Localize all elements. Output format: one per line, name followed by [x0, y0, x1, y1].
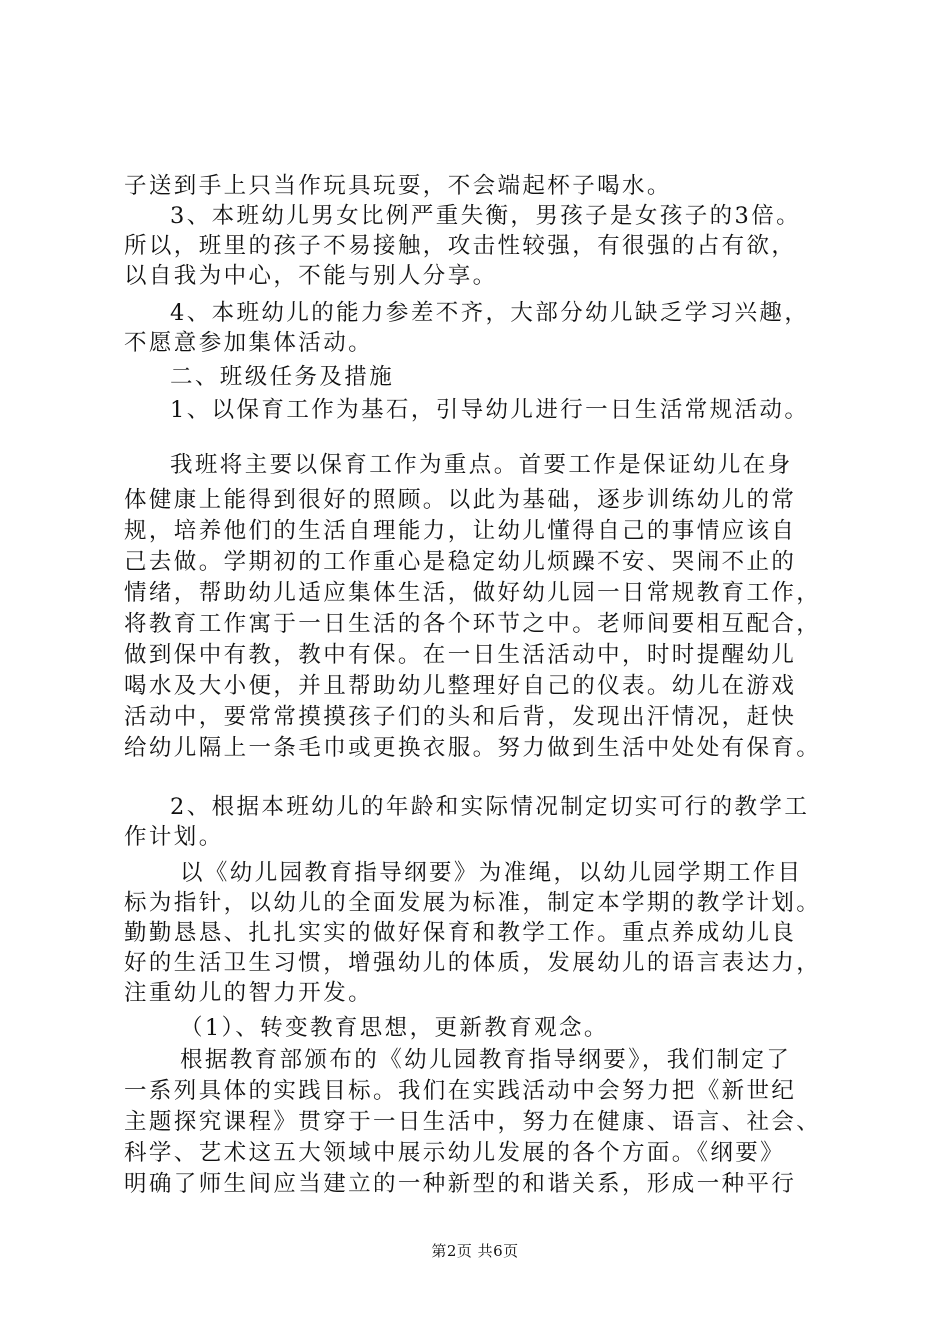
body-text-line: 规，培养他们的生活自理能力，让幼儿懂得自己的事情应该自 — [124, 518, 797, 544]
body-text-line: 标为指针，以幼儿的全面发展为标准，制定本学期的教学计划。 — [124, 890, 822, 916]
body-text-line: 根据教育部颁布的《幼儿园教育指导纲要》，我们制定了 — [180, 1047, 792, 1073]
body-text-line: 将教育工作寓于一日生活的各个环节之中。老师间要相互配合， — [124, 611, 822, 637]
body-text-line: 喝水及大小便，并且帮助幼儿整理好自己的仪表。幼儿在游戏 — [124, 673, 797, 699]
body-text-line: 主题探究课程》贯穿于一日生活中，努力在健康、语言、社会、 — [124, 1109, 822, 1135]
section-heading: 二、班级任务及措施 — [170, 364, 395, 390]
body-text-line: 科学、艺术这五大领域中展示幼儿发展的各个方面。《纲要》 — [124, 1140, 786, 1166]
subsection-heading: 1、以保育工作为基石，引导幼儿进行一日生活常规活动。 — [170, 397, 810, 423]
body-text-line: 活动中，要常常摸摸孩子们的头和后背，发现出汗情况，赶快 — [124, 704, 797, 730]
subsection-heading: 2、根据本班幼儿的年龄和实际情况制定切实可行的教学工 — [170, 794, 810, 820]
body-text-line: 勤勤恳恳、扎扎实实的做好保育和教学工作。重点养成幼儿良 — [124, 920, 797, 946]
body-text-line: 3、本班幼儿男女比例严重失衡，男孩子是女孩子的3倍。 — [170, 203, 802, 229]
body-text-line: 我班将主要以保育工作为重点。首要工作是保证幼儿在身 — [170, 452, 793, 478]
body-text-line: 以《幼儿园教育指导纲要》为准绳，以幼儿园学期工作目 — [180, 860, 803, 886]
body-text-line: 体健康上能得到很好的照顾。以此为基础，逐步训练幼儿的常 — [124, 487, 797, 513]
body-text-line: 以自我为中心，不能与别人分享。 — [124, 263, 498, 289]
page-number-footer: 第2页 共6页 — [431, 1242, 519, 1260]
body-text-line: 己去做。学期初的工作重心是稳定幼儿烦躁不安、哭闹不止的 — [124, 549, 797, 575]
body-text-line: 注重幼儿的智力开发。 — [124, 980, 374, 1006]
body-text-line: 情绪，帮助幼儿适应集体生活，做好幼儿园一日常规教育工作， — [124, 580, 822, 606]
body-text-line: 所以，班里的孩子不易接触，攻击性较强，有很强的占有欲， — [124, 233, 797, 259]
body-text-line: 不愿意参加集体活动。 — [124, 330, 374, 356]
body-text-line: 明确了师生间应当建立的一种新型的和谐关系，形成一种平行 — [124, 1171, 797, 1197]
body-text-line: 给幼儿隔上一条毛巾或更换衣服。努力做到生活中处处有保育。 — [124, 735, 822, 761]
body-text-line: 4、本班幼儿的能力参差不齐，大部分幼儿缺乏学习兴趣， — [170, 300, 810, 326]
body-text-line: 作计划。 — [124, 824, 224, 850]
body-text-line: 子送到手上只当作玩具玩耍，不会端起杯子喝水。 — [124, 173, 672, 199]
body-text-line: 做到保中有教，教中有保。在一日生活活动中，时时提醒幼儿 — [124, 642, 797, 668]
body-text-line: 好的生活卫生习惯，增强幼儿的体质，发展幼儿的语言表达力， — [124, 950, 822, 976]
body-text-line: 一系列具体的实践目标。我们在实践活动中会努力把《新世纪 — [124, 1078, 797, 1104]
subsection-heading: （1）、转变教育思想，更新教育观念。 — [180, 1015, 609, 1041]
